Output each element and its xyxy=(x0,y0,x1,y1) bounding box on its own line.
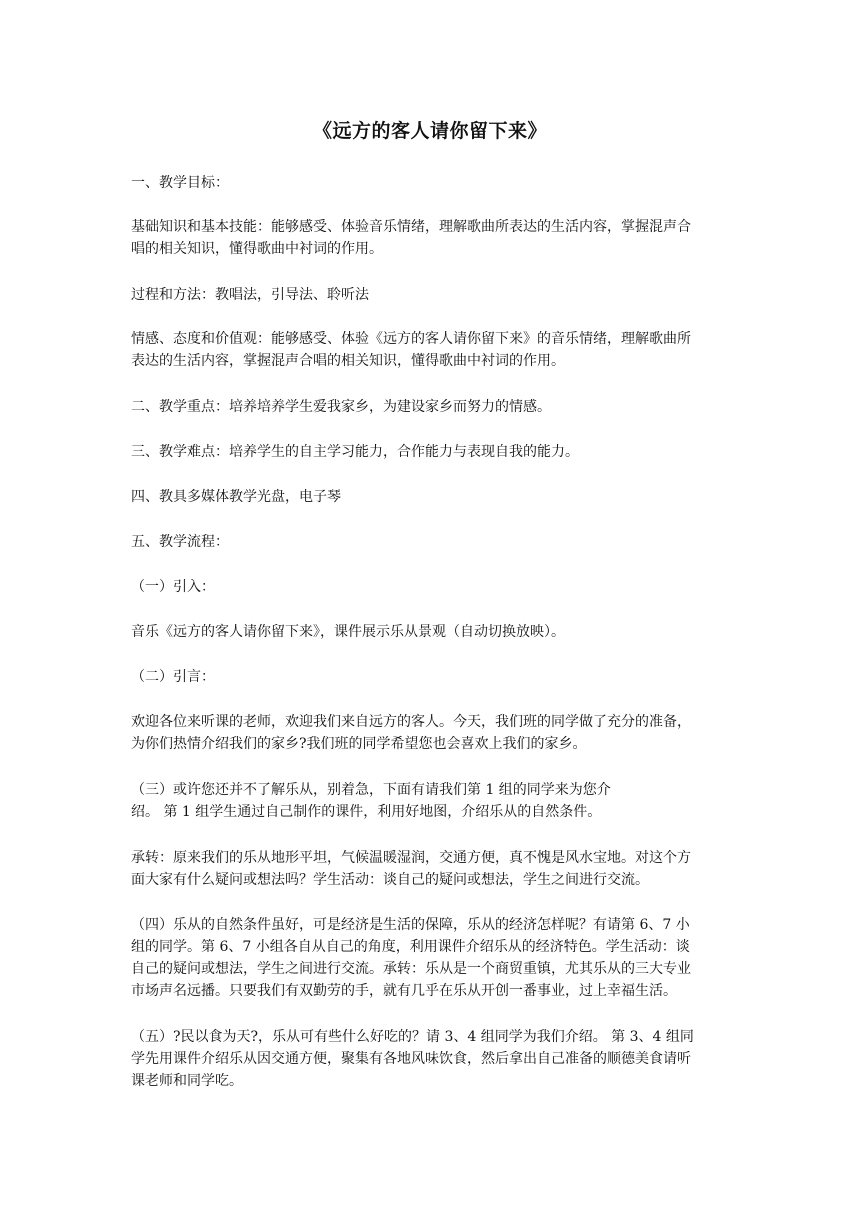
key-points-paragraph xyxy=(131,396,731,418)
text-line: 绍。 第 1 组学生通过自己制作的课件，利用好地图，介绍乐从的自然条件。 xyxy=(131,804,602,820)
text-line: 过程和方法：教唱法，引导法、聆听法 xyxy=(131,287,369,303)
process-heading xyxy=(131,531,731,553)
emotion-values-paragraph xyxy=(131,328,731,372)
text-line: 欢迎各位来听课的老师，欢迎我们来自远方的客人。今天，我们班的同学做了充分的准备， xyxy=(131,714,691,730)
text-line: （一）引入： xyxy=(131,579,215,595)
section-four-paragraph xyxy=(131,914,731,1002)
intro-heading xyxy=(131,576,731,598)
text-line: 学先用课件介绍乐从因交通方便，聚集有各地风味饮食，然后拿出自己准备的顺德美食请听 xyxy=(131,1051,691,1067)
text-line: 五、教学流程： xyxy=(131,534,229,550)
process-methods-paragraph xyxy=(131,284,731,306)
text-line: 一、教学目标： xyxy=(131,175,229,191)
text-line: 音乐《远方的客人请你留下来》，课件展示乐从景观（自动切换放映）。 xyxy=(131,624,565,640)
text-line: 为你们热情介绍我们的家乡?我们班的同学希望您也会喜欢上我们的家乡。 xyxy=(131,736,587,752)
document-title: 《远方的客人请你留下来》 xyxy=(312,120,547,142)
text-line: 四、教具多媒体教学光盘，电子琴 xyxy=(131,489,341,505)
text-line: 三、教学难点：培养学生的自主学习能力，合作能力与表现自我的能力。 xyxy=(131,444,579,460)
text-line: （五）?民以食为天?，乐从可有些什么好吃的？请 3、4 组同学为我们介绍。 第 3、4 组同 xyxy=(131,1029,694,1045)
section-three-paragraph xyxy=(131,779,731,823)
transition-one-paragraph xyxy=(131,847,731,891)
text-line: 组的同学。第 6、7 小组各自从自己的角度，利用课件介绍乐从的经济特色。学生活动：谈 xyxy=(131,939,690,955)
text-line: 基础知识和基本技能：能够感受、体验音乐情绪，理解歌曲所表达的生活内容，掌握混声合 xyxy=(131,219,691,235)
text-line: 自己的疑问或想法，学生之间进行交流。承转：乐从是一个商贸重镇，尤其乐从的三大专业 xyxy=(131,961,691,977)
intro-paragraph xyxy=(131,621,731,643)
difficulties-paragraph xyxy=(131,441,731,463)
text-line: （三）或许您还并不了解乐从，别着急，下面有请我们第 1 组的同学来为您介 xyxy=(131,782,611,798)
text-line: 表达的生活内容，掌握混声合唱的相关知识，懂得歌曲中衬词的作用。 xyxy=(131,353,565,369)
text-line: 课老师和同学吃。 xyxy=(131,1073,243,1089)
teaching-aids-paragraph xyxy=(131,486,731,508)
text-line: 承转：原来我们的乐从地形平坦，气候温暖湿润，交通方便，真不愧是风水宝地。对这个方 xyxy=(131,850,691,866)
text-line: 唱的相关知识，懂得歌曲中衬词的作用。 xyxy=(131,241,383,257)
basic-knowledge-paragraph xyxy=(131,216,731,260)
text-line: （二）引言： xyxy=(131,669,215,685)
section-five-paragraph xyxy=(131,1026,731,1092)
preface-heading xyxy=(131,666,731,688)
text-line: 市场声名远播。只要我们有双勤劳的手，就有几乎在乐从开创一番事业，过上幸福生活。 xyxy=(131,983,677,999)
preface-paragraph xyxy=(131,711,731,755)
text-line: 情感、态度和价值观：能够感受、体验《远方的客人请你留下来》的音乐情绪，理解歌曲所 xyxy=(131,331,691,347)
text-line: 二、教学重点：培养培养学生爱我家乡，为建设家乡而努力的情感。 xyxy=(131,399,551,415)
text-line: 面大家有什么疑问或想法吗？学生活动：谈自己的疑问或想法，学生之间进行交流。 xyxy=(131,872,649,888)
objectives-heading xyxy=(131,172,731,194)
text-line: （四）乐从的自然条件虽好，可是经济是生活的保障，乐从的经济怎样呢？有请第 6、7 小 xyxy=(131,917,690,933)
